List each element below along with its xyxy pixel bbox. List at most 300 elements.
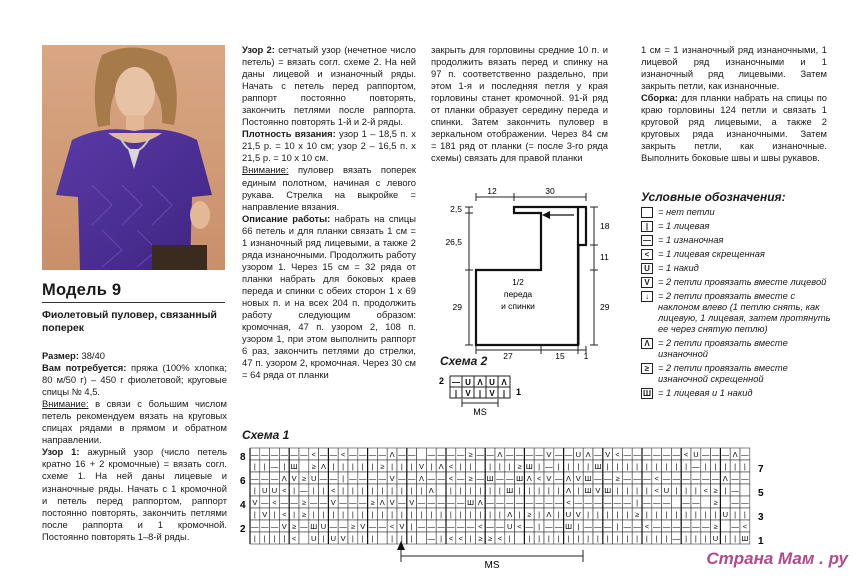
chart-symbol: —: [505, 498, 514, 507]
chart-symbol: U: [310, 534, 317, 543]
chart-symbol: U: [320, 522, 327, 531]
chart-symbol: —: [731, 474, 739, 483]
legend-text: = 1 накид: [658, 263, 699, 273]
chart-symbol: <: [389, 522, 395, 531]
chart-symbol: Λ: [389, 450, 395, 459]
chart-symbol: |: [381, 486, 384, 495]
chart-symbol: |: [410, 534, 413, 543]
chart-symbol: —: [447, 450, 455, 459]
chart-symbol: —: [251, 474, 259, 483]
chart-symbol: <: [654, 486, 659, 495]
chart-symbol: Ш: [584, 486, 592, 495]
chart-symbol: —: [525, 522, 534, 531]
chart-symbol: |: [498, 462, 501, 471]
chart-symbol: |: [694, 486, 697, 495]
watermark: Страна Мам . ру: [706, 549, 848, 568]
schema2-chart: [436, 370, 526, 418]
chart-symbol: Ш: [565, 522, 572, 531]
chart-symbol: —: [270, 462, 279, 471]
chart-symbol: |: [400, 486, 403, 495]
chart-symbol: <: [497, 534, 503, 543]
chart-symbol: —: [260, 474, 269, 483]
schema1-chart: [238, 444, 768, 572]
chart-symbol: |: [518, 486, 521, 495]
chart-symbol: —: [545, 462, 553, 471]
svg-text:V: V: [489, 389, 495, 398]
chart-symbol: Λ: [320, 462, 327, 471]
legend-item: [641, 221, 831, 232]
chart-symbol: U: [310, 474, 317, 483]
chart-symbol: |: [675, 462, 678, 471]
chart-symbol: V: [546, 474, 552, 483]
chart-symbol: —: [594, 474, 602, 483]
chart-symbol: |: [253, 534, 256, 543]
chart-symbol: <: [615, 450, 620, 459]
chart-cell: [740, 484, 750, 496]
chart-symbol: —: [505, 474, 514, 483]
chart-symbol: |: [342, 510, 345, 519]
chart-symbol: —: [486, 498, 494, 507]
chart-symbol: |: [538, 462, 541, 471]
chart-symbol: |: [361, 510, 364, 519]
chart-symbol: |: [587, 510, 590, 519]
chart-symbol: |: [469, 486, 472, 495]
chart-symbol: |: [498, 486, 501, 495]
chart-symbol: |: [557, 534, 560, 543]
chart-symbol: —: [251, 522, 259, 531]
chart-symbol: |: [665, 462, 668, 471]
chart-symbol: —: [290, 498, 298, 507]
chart-symbol: |: [587, 462, 590, 471]
schema2-ms: MS: [473, 407, 487, 417]
schema2-row-1: 1: [516, 387, 522, 397]
chart-symbol: —: [623, 474, 632, 483]
chart-symbol: |: [636, 486, 639, 495]
pattern2-label: Узор 2:: [242, 44, 275, 55]
chart-symbol: |: [694, 534, 697, 543]
chart-symbol: ≥: [517, 462, 522, 471]
chart-symbol: |: [655, 534, 658, 543]
dim-left-2: 29: [452, 302, 462, 312]
chart-symbol: |: [508, 462, 511, 471]
chart-cell: [299, 460, 309, 472]
chart-symbol: ≥: [527, 510, 532, 519]
chart-symbol: —: [603, 522, 612, 531]
chart-symbol: |: [577, 486, 580, 495]
chart-symbol: —: [437, 498, 445, 507]
legend-text: = 2 петли провязать вместе изнаночной скрещенной: [658, 363, 788, 384]
chart-symbol: |: [381, 510, 384, 519]
chart-symbol: —: [260, 498, 269, 507]
chart-symbol: —: [496, 522, 504, 531]
chart-symbol: |: [371, 534, 374, 543]
chart-symbol: —: [662, 498, 671, 507]
chart-symbol: —: [368, 450, 377, 459]
chart-symbol: —: [270, 474, 279, 483]
chart-symbol: —: [701, 522, 710, 531]
dim-top-1: 30: [545, 186, 555, 196]
chart-symbol: |: [538, 486, 541, 495]
dim-right-2: 29: [600, 302, 610, 312]
chart-symbol: —: [643, 450, 651, 459]
chart-symbol: |: [342, 462, 345, 471]
chart-symbol: —: [427, 498, 436, 507]
dim-right-1: 11: [600, 252, 609, 262]
chart-symbol: |: [645, 486, 648, 495]
chart-symbol: |: [342, 486, 345, 495]
chart-symbol: |: [430, 462, 433, 471]
chart-symbol: Λ: [497, 450, 503, 459]
chart-symbol: U: [575, 450, 582, 459]
chart-symbol: <: [458, 534, 463, 543]
chart-symbol: —: [260, 522, 269, 531]
chart-symbol: |: [371, 510, 374, 519]
chart-symbol: —: [456, 450, 465, 459]
chart-symbol: |: [626, 486, 629, 495]
chart-symbol: |: [361, 462, 364, 471]
chart-symbol: |: [734, 510, 737, 519]
chart-symbol: —: [643, 474, 651, 483]
chart-symbol: ≥: [478, 534, 483, 543]
chart-symbol: <: [311, 450, 316, 459]
chart-symbol: |: [293, 510, 296, 519]
dim-left-1: 26,5: [445, 237, 462, 247]
chart-symbol: Λ: [546, 510, 552, 519]
chart-symbol: <: [478, 522, 483, 531]
chart-symbol: —: [594, 498, 602, 507]
chart-symbol: —: [535, 450, 543, 459]
chart-symbol: —: [407, 450, 416, 459]
chart-symbol: |: [410, 522, 413, 531]
chart-symbol: —: [554, 474, 563, 483]
chart-symbol: U: [722, 510, 729, 519]
legend-symbol: ≥: [641, 363, 653, 374]
chart-symbol: Ш: [525, 462, 533, 471]
chart-symbol: Λ: [565, 486, 572, 495]
chart-symbol: |: [596, 534, 599, 543]
chart-symbol: |: [685, 486, 688, 495]
pattern2-text: сетчатый узор (нечетное число петель) = вязать согл. схеме 2. На ней даны лицевой и изнаночный ряды. Начать с петель перед раппортом, раппорт постоянно повторять, закончить петлями после раппорта. Постоянно повторять 1-й и 2-й ряды.: [242, 44, 417, 128]
chart-symbol: —: [672, 450, 681, 459]
chart-symbol: |: [724, 534, 727, 543]
legend-symbol: U: [641, 263, 653, 274]
schema1-title: Схема 1: [242, 428, 290, 442]
chart-symbol: |: [332, 510, 335, 519]
legend-item: [641, 277, 831, 288]
chart-symbol: —: [447, 522, 455, 531]
chart-symbol: —: [741, 498, 749, 507]
chart-symbol: <: [282, 510, 287, 519]
chart-symbol: —: [368, 474, 377, 483]
chart-symbol: |: [351, 462, 354, 471]
chart-symbol: |: [293, 486, 296, 495]
schema1-row-5: 5: [758, 488, 764, 499]
chart-symbol: —: [358, 474, 367, 483]
chart-symbol: Ш: [516, 474, 523, 483]
chart-symbol: |: [459, 462, 462, 471]
chart-symbol: |: [724, 486, 727, 495]
chart-symbol: |: [704, 462, 707, 471]
chart-cell: [377, 532, 387, 544]
chart-symbol: |: [518, 510, 521, 519]
chart-symbol: —: [300, 522, 308, 531]
chart-symbol: —: [378, 474, 387, 483]
legend: [641, 207, 831, 402]
chart-symbol: Λ: [732, 450, 738, 459]
chart-symbol: —: [711, 474, 720, 483]
chart-symbol: |: [675, 510, 678, 519]
legend-item: [641, 207, 831, 218]
chart-symbol: ≥: [380, 462, 385, 471]
chart-symbol: |: [606, 510, 609, 519]
chart-symbol: V: [575, 474, 581, 483]
chart-symbol: |: [508, 534, 511, 543]
chart-symbol: —: [447, 498, 455, 507]
chart-symbol: ≥: [468, 474, 473, 483]
chart-symbol: |: [459, 486, 462, 495]
chart-symbol: —: [260, 450, 269, 459]
chart-symbol: |: [283, 534, 286, 543]
chart-symbol: |: [734, 462, 737, 471]
chart-symbol: |: [449, 510, 452, 519]
legend-symbol: [641, 207, 653, 218]
chart-symbol: |: [567, 462, 570, 471]
chart-symbol: —: [505, 450, 514, 459]
chart-symbol: —: [545, 522, 553, 531]
legend-item: [641, 263, 831, 274]
svg-text:U: U: [489, 378, 495, 387]
column-1: [42, 350, 227, 543]
chart-symbol: Ш: [310, 522, 318, 531]
chart-symbol: —: [270, 450, 279, 459]
chart-symbol: |: [430, 510, 433, 519]
chart-symbol: —: [633, 450, 641, 459]
chart-symbol: |: [645, 510, 648, 519]
chart-symbol: V: [595, 486, 601, 495]
chart-symbol: —: [496, 498, 504, 507]
chart-symbol: —: [437, 522, 445, 531]
column-4: [641, 44, 827, 164]
chart-symbol: |: [704, 510, 707, 519]
chart-symbol: Ш: [506, 486, 514, 495]
chart-symbol: |: [391, 462, 394, 471]
legend-item: [641, 363, 831, 385]
assembly-text: для планки набрать на спицы по краю горловины 124 петли и связать 1 круговой ряд лицевыми, а также 2 круговых ряда изнаночными. Затем закрыть петли, как изнаночные. Выполнить боковые швы и швы рукавов.: [641, 92, 827, 164]
svg-text:|: |: [454, 389, 458, 398]
note2-label: Внимание:: [242, 164, 289, 176]
chart-symbol: —: [427, 522, 436, 531]
chart-symbol: |: [263, 534, 266, 543]
legend-symbol: V: [641, 277, 653, 288]
chart-symbol: —: [623, 450, 632, 459]
chart-symbol: <: [448, 462, 454, 471]
chart-symbol: —: [554, 450, 563, 459]
chart-symbol: |: [685, 462, 688, 471]
chart-symbol: —: [662, 450, 671, 459]
chart-symbol: |: [440, 534, 443, 543]
chart-symbol: ≥: [370, 498, 375, 507]
chart-symbol: —: [280, 498, 289, 507]
chart-symbol: —: [358, 450, 367, 459]
chart-symbol: |: [714, 462, 717, 471]
legend-item: [641, 388, 831, 399]
chart-symbol: —: [515, 450, 524, 459]
chart-symbol: Λ: [438, 462, 444, 471]
chart-symbol: |: [606, 534, 609, 543]
chart-symbol: <: [340, 450, 346, 459]
chart-symbol: |: [645, 534, 648, 543]
chart-symbol: —: [456, 522, 465, 531]
chart-symbol: <: [654, 474, 659, 483]
schema1-row-4: 4: [240, 500, 246, 511]
chart-symbol: —: [525, 450, 534, 459]
desc-label: Описание работы:: [242, 212, 331, 224]
dim-left-0: 2,5: [450, 204, 462, 214]
chart-symbol: —: [692, 474, 700, 483]
dim-top-0: 12: [487, 186, 497, 196]
chart-symbol: —: [290, 450, 298, 459]
legend-text: = 1 лицевая: [658, 221, 710, 231]
chart-symbol: <: [448, 474, 454, 483]
materials-text: пряжа (100% хлопка; 80 м/50 г) – 450 г фиолетовой; круговые спицы № 4,5.: [42, 362, 227, 398]
chart-symbol: —: [427, 534, 436, 543]
chart-symbol: —: [515, 498, 524, 507]
chart-symbol: —: [476, 450, 485, 459]
chart-symbol: |: [616, 522, 619, 531]
chart-symbol: |: [469, 510, 472, 519]
chart-symbol: |: [636, 534, 639, 543]
chart-symbol: ≥: [311, 462, 316, 471]
chart-symbol: —: [633, 474, 641, 483]
density-label: Плотность вязания:: [242, 128, 336, 140]
chart-symbol: —: [378, 522, 387, 531]
model-photo: [42, 45, 225, 270]
chart-symbol: —: [329, 474, 338, 483]
chart-symbol: |: [469, 462, 472, 471]
chart-symbol: Λ: [379, 498, 385, 507]
model-subtitle: Фиолетовый пуловер, связанный поперек: [42, 310, 217, 334]
chart-symbol: |: [400, 462, 403, 471]
chart-symbol: |: [371, 486, 374, 495]
chart-symbol: —: [417, 522, 426, 531]
chart-symbol: |: [587, 534, 590, 543]
chart-symbol: —: [652, 450, 661, 459]
chart-symbol: |: [332, 462, 335, 471]
chart-symbol: —: [692, 522, 700, 531]
chart-symbol: —: [270, 522, 279, 531]
chart-symbol: —: [300, 450, 308, 459]
chart-symbol: |: [577, 534, 580, 543]
chart-symbol: |: [253, 510, 256, 519]
chart-symbol: V: [330, 498, 336, 507]
chart-symbol: |: [391, 486, 394, 495]
chart-symbol: —: [437, 474, 445, 483]
chart-symbol: <: [536, 474, 542, 483]
chart-cell: [299, 532, 309, 544]
legend-symbol: <: [641, 249, 653, 260]
chart-symbol: —: [603, 474, 612, 483]
legend-symbol: —: [643, 236, 651, 245]
chart-symbol: |: [420, 510, 423, 519]
chart-symbol: Ш: [486, 474, 494, 483]
chart-symbol: |: [489, 510, 492, 519]
chart-symbol: ≥: [301, 498, 306, 507]
chart-symbol: —: [339, 522, 347, 531]
dim-bottom-2: 1: [583, 351, 589, 360]
chart-symbol: |: [538, 510, 541, 519]
chart-symbol: |: [351, 510, 354, 519]
chart-symbol: ≥: [615, 474, 620, 483]
chart-symbol: —: [554, 498, 563, 507]
chart-symbol: —: [456, 498, 465, 507]
chart-symbol: |: [675, 486, 678, 495]
legend-text: = 2 петли провязать вместе с наклоном влево (1 петлю снять, как лицевую, 1 лицевая, затем протянуть ее через снятую петлю): [658, 291, 831, 334]
chart-symbol: <: [331, 486, 336, 495]
chart-symbol: —: [476, 474, 485, 483]
note-label: Внимание:: [42, 398, 89, 410]
chart-symbol: V: [605, 450, 611, 459]
chart-symbol: ≥: [713, 486, 718, 495]
chart-symbol: |: [420, 486, 423, 495]
chart-symbol: <: [272, 498, 277, 507]
chart-symbol: |: [273, 534, 276, 543]
chart-symbol: —: [682, 498, 690, 507]
chart-symbol: |: [322, 486, 325, 495]
chart-symbol: |: [547, 534, 550, 543]
chart-symbol: —: [339, 498, 347, 507]
chart-symbol: |: [351, 534, 354, 543]
chart-symbol: Ш: [594, 462, 602, 471]
chart-symbol: —: [721, 450, 730, 459]
chart-symbol: —: [427, 474, 436, 483]
chart-symbol: —: [349, 498, 357, 507]
chart-symbol: V: [389, 498, 395, 507]
chart-symbol: V: [418, 462, 425, 471]
chart-symbol: |: [469, 534, 472, 543]
chart-symbol: —: [398, 498, 406, 507]
col3-text: закрыть для горловины средние 10 п. и продолжить вязать перед и спинку на 97 п. соответственно раздельно, при этом 1-я и последняя петля у края горловины станет кромочной. 91-й ряд от планки образует середину переда и спинки. Затем закончить пуловер в зеркальном отображении. Через 84 см = 181 ряд от планки (= после 3-го ряда схемы) связать для правой планки: [431, 44, 608, 164]
chart-symbol: —: [652, 522, 661, 531]
legend-symbol: Λ: [641, 338, 653, 349]
chart-symbol: —: [437, 450, 445, 459]
chart-symbol: —: [662, 522, 671, 531]
chart-symbol: |: [636, 498, 639, 507]
chart-symbol: |: [704, 534, 707, 543]
chart-symbol: V: [281, 522, 287, 531]
chart-symbol: —: [407, 474, 416, 483]
legend-title: Условные обозначения:: [641, 190, 786, 204]
svg-text:Λ: Λ: [501, 378, 507, 387]
chart-symbol: —: [300, 486, 308, 495]
chart-symbol: ≥: [301, 510, 306, 519]
chart-symbol: V: [340, 534, 346, 543]
chart-symbol: —: [672, 522, 681, 531]
chart-symbol: |: [400, 510, 403, 519]
chart-symbol: —: [398, 450, 406, 459]
schema1-row-8: 8: [240, 452, 246, 463]
chart-symbol: —: [564, 450, 573, 459]
chart-symbol: —: [692, 462, 700, 471]
chart-symbol: —: [496, 474, 504, 483]
chart-cell: [436, 484, 446, 496]
chart-symbol: |: [489, 462, 492, 471]
chart-symbol: ≥: [713, 522, 718, 531]
chart-symbol: V: [262, 510, 268, 519]
chart-symbol: Ш: [467, 498, 474, 507]
density-text: узор 1 – 18,5 п. х 21,5 р. = 10 х 10 см; узор 2 – 16,5 п. х 21,5 р. = 10 х 10 см.: [242, 128, 416, 164]
chart-symbol: |: [361, 534, 364, 543]
legend-item: [641, 249, 831, 260]
